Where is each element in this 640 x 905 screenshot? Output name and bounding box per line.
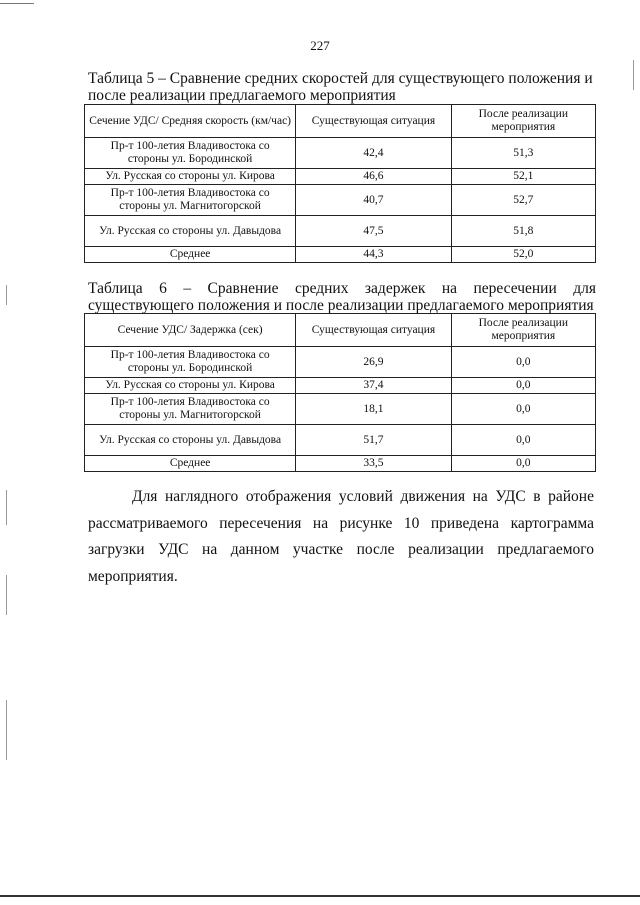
table-header-row <box>85 105 596 138</box>
section-cell: Ул. Русская со стороны ул. Давыдова <box>85 216 296 247</box>
table-5-caption-line: Таблица 5 – Сравнение средних скоростей для существующего положения и <box>88 70 593 87</box>
section-cell: Пр-т 100-летия Владивостока со стороны ул. Бородинской <box>85 347 296 378</box>
table-5-caption-line: после реализации предлагаемого мероприятия <box>88 87 396 104</box>
body-paragraph: Для наглядного отображения условий движения на УДС в районе рассматриваемого пересечения на рисунке 10 приведена картограмма загрузки УДС на данном участке после реализации предлагаемого мероприятия. <box>88 488 594 585</box>
column-header-after: После реализации мероприятия <box>451 105 595 138</box>
section-cell: Пр-т 100-летия Владивостока со стороны ул. Магнитогорской <box>85 185 296 216</box>
table-row <box>85 394 596 425</box>
column-header-after: После реализации мероприятия <box>451 314 595 347</box>
scan-edge-mark <box>6 575 7 615</box>
table-6-caption-line: Таблица 6 – Сравнение средних задержек на пересечении для <box>88 280 596 297</box>
table-row <box>85 247 596 263</box>
speed-comparison-table <box>84 104 596 263</box>
table-6-caption <box>88 280 596 314</box>
current-value-cell: 40,7 <box>296 185 451 216</box>
scan-edge-mark <box>0 3 34 4</box>
table-row <box>85 425 596 456</box>
after-value-cell: 0,0 <box>451 378 595 394</box>
current-value-cell: 33,5 <box>296 456 451 472</box>
table-row <box>85 456 596 472</box>
current-value-cell: 46,6 <box>296 169 451 185</box>
current-value-cell: 37,4 <box>296 378 451 394</box>
section-cell: Ул. Русская со стороны ул. Давыдова <box>85 425 296 456</box>
delay-comparison-table <box>84 313 596 472</box>
column-header-section: Сечение УДС/ Средняя скорость (км/час) <box>85 105 296 138</box>
after-value-cell: 52,7 <box>451 185 595 216</box>
after-value-cell: 0,0 <box>451 347 595 378</box>
current-value-cell: 42,4 <box>296 138 451 169</box>
section-cell: Среднее <box>85 456 296 472</box>
page-bottom-rule <box>0 895 640 897</box>
table-6-caption-line: существующего положения и после реализации предлагаемого мероприятия <box>88 297 594 314</box>
section-cell: Среднее <box>85 247 296 263</box>
current-value-cell: 47,5 <box>296 216 451 247</box>
page-number: 227 <box>310 38 330 53</box>
column-header-current: Существующая ситуация <box>296 314 451 347</box>
scan-edge-mark <box>6 490 7 525</box>
table-row <box>85 378 596 394</box>
table-row <box>85 169 596 185</box>
column-header-section: Сечение УДС/ Задержка (сек) <box>85 314 296 347</box>
after-value-cell: 51,3 <box>451 138 595 169</box>
current-value-cell: 44,3 <box>296 247 451 263</box>
current-value-cell: 51,7 <box>296 425 451 456</box>
after-value-cell: 52,0 <box>451 247 595 263</box>
after-value-cell: 0,0 <box>451 456 595 472</box>
after-value-cell: 51,8 <box>451 216 595 247</box>
scan-edge-mark <box>6 285 7 305</box>
current-value-cell: 18,1 <box>296 394 451 425</box>
after-value-cell: 52,1 <box>451 169 595 185</box>
table-5-caption <box>88 70 596 104</box>
table-header-row <box>85 314 596 347</box>
table-row <box>85 347 596 378</box>
after-value-cell: 0,0 <box>451 425 595 456</box>
section-cell: Ул. Русская со стороны ул. Кирова <box>85 169 296 185</box>
after-value-cell: 0,0 <box>451 394 595 425</box>
section-cell: Пр-т 100-летия Владивостока со стороны ул. Бородинской <box>85 138 296 169</box>
scan-edge-mark <box>6 700 7 760</box>
section-cell: Ул. Русская со стороны ул. Кирова <box>85 378 296 394</box>
column-header-current: Существующая ситуация <box>296 105 451 138</box>
current-value-cell: 26,9 <box>296 347 451 378</box>
section-cell: Пр-т 100-летия Владивостока со стороны ул. Магнитогорской <box>85 394 296 425</box>
table-row <box>85 216 596 247</box>
table-row <box>85 138 596 169</box>
table-row <box>85 185 596 216</box>
scan-edge-mark <box>633 60 634 90</box>
